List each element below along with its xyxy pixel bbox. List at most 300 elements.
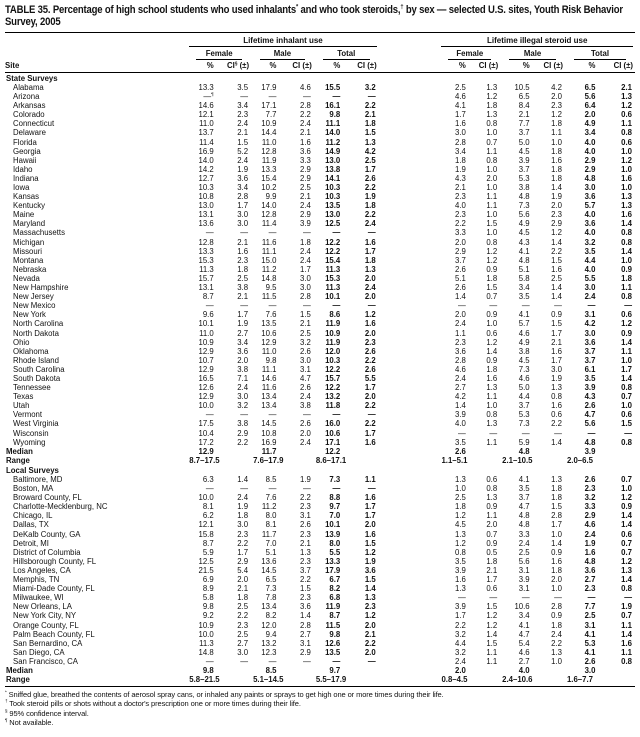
value-cell: 1.0: [486, 164, 498, 174]
value-cell: 4.5: [455, 520, 466, 530]
group-gap: [379, 566, 440, 575]
value-cell: 0.7: [486, 137, 498, 147]
value-cell: 1.5: [486, 638, 498, 648]
value-cell: 1.4: [551, 237, 562, 247]
value-cell: 3.4: [237, 337, 249, 347]
value-cell: 0.8: [455, 547, 466, 557]
value-cell: 0.9: [621, 328, 632, 338]
value-cell: 3.6: [455, 346, 466, 356]
value-cell: 14.0: [261, 201, 277, 211]
site-cell: Ohio: [13, 337, 30, 347]
value-cell: 1.3: [621, 201, 632, 211]
value-cell: 3.6: [300, 602, 311, 612]
value-cell: 6.8: [329, 593, 341, 603]
value-cell: 2.7: [237, 328, 249, 338]
group-gap: [379, 447, 440, 456]
value-cell: 4.6: [455, 92, 466, 102]
value-cell: 10.5: [514, 82, 530, 92]
empty-cell: [221, 666, 251, 675]
value-cell: 1.4: [621, 575, 632, 585]
table-row: [5, 274, 635, 283]
value-cell: —: [240, 301, 249, 311]
value-cell: 1.3: [486, 419, 498, 429]
value-cell: 2.4: [455, 656, 466, 666]
median-value: 9.7: [329, 665, 341, 675]
value-cell: 2.6: [584, 401, 596, 411]
value-cell: 0.7: [621, 611, 632, 621]
value-cell: 8.8: [329, 493, 341, 503]
value-cell: 2.3: [300, 502, 311, 512]
value-cell: 12.1: [198, 520, 214, 530]
value-cell: 2.2: [364, 419, 376, 429]
value-cell: 1.5: [551, 255, 562, 265]
group-gap: [379, 438, 440, 447]
value-cell: 5.3: [518, 410, 530, 420]
site-cell: Florida: [13, 137, 37, 147]
group-gap: [379, 456, 440, 465]
table-row: [5, 201, 635, 210]
value-cell: 2.3: [300, 529, 311, 539]
empty-cell: [221, 447, 251, 456]
value-cell: 3.2: [300, 337, 311, 347]
value-cell: 3.2: [455, 647, 466, 657]
group-gap: [379, 238, 440, 247]
female-label: Female: [196, 49, 242, 60]
value-cell: —: [367, 410, 376, 420]
table-row: [5, 147, 635, 156]
group-gap: [379, 392, 440, 401]
table-row: [5, 256, 635, 265]
value-cell: 2.3: [455, 337, 466, 347]
group-gap: [379, 575, 440, 584]
value-cell: 1.4: [300, 611, 311, 621]
value-cell: 4.8: [518, 520, 530, 530]
value-cell: 1.9: [237, 502, 249, 512]
value-cell: 13.8: [325, 164, 341, 174]
group-gap: [379, 32, 440, 47]
site-cell: Boston, MA: [13, 484, 54, 494]
value-cell: 8.4: [518, 101, 530, 111]
value-cell: 1.3: [621, 565, 632, 575]
value-cell: 3.1: [300, 364, 311, 374]
value-cell: 2.0: [300, 428, 311, 438]
value-cell: 12.2: [325, 246, 341, 256]
value-cell: 11.1: [325, 119, 341, 129]
value-cell: 9.7: [329, 502, 341, 512]
value-cell: 15.4: [261, 173, 277, 183]
table-row: [5, 83, 635, 92]
value-cell: 1.9: [237, 164, 249, 174]
value-cell: 4.8: [584, 173, 596, 183]
value-cell: 3.9: [584, 383, 596, 393]
value-cell: 1.8: [364, 255, 376, 265]
range-value: 2.1–10.5: [502, 455, 533, 465]
value-cell: 3.1: [584, 310, 596, 320]
value-cell: 8.5: [265, 475, 277, 484]
value-cell: 1.2: [621, 556, 632, 566]
range-value: 8.7–17.5: [189, 455, 220, 465]
value-cell: 4.2: [364, 146, 376, 156]
value-cell: 13.0: [325, 210, 341, 220]
value-cell: 2.0: [364, 392, 376, 402]
value-cell: 2.5: [237, 602, 249, 612]
value-cell: —: [367, 92, 376, 102]
value-cell: 2.0: [364, 328, 376, 338]
group-gap: [379, 256, 440, 265]
value-cell: 10.9: [325, 328, 341, 338]
value-cell: 1.8: [551, 146, 562, 156]
site-cell: Georgia: [13, 146, 41, 156]
value-cell: 4.4: [518, 392, 530, 402]
footnote: † Took steroid pills or shots without a doctor's prescription one or more times during their life.: [5, 698, 301, 709]
range-value: 0.8–4.5: [439, 675, 500, 687]
value-cell: 2.3: [455, 192, 466, 202]
value-cell: —: [587, 593, 596, 603]
site-cell: Delaware: [13, 128, 46, 138]
value-cell: 4.4: [455, 638, 466, 648]
value-cell: 4.7: [300, 373, 311, 383]
value-cell: 1.8: [551, 620, 562, 630]
value-cell: 4.5: [518, 228, 530, 238]
value-cell: —: [303, 656, 311, 666]
steroid-female-header: [439, 47, 500, 60]
value-cell: 7.6: [265, 493, 277, 503]
site-cell: Broward County, FL: [13, 493, 82, 503]
site-cell: New York City, NY: [13, 611, 77, 621]
value-cell: 2.2: [364, 355, 376, 365]
value-cell: 7.3: [329, 475, 341, 484]
value-cell: 4.7: [518, 502, 530, 512]
value-cell: 1.4: [621, 246, 632, 256]
value-cell: 1.1: [486, 656, 498, 666]
value-cell: 1.6: [584, 547, 596, 557]
site-cell: South Carolina: [13, 364, 65, 374]
value-cell: 5.1: [518, 264, 530, 274]
value-cell: 2.5: [455, 82, 466, 92]
value-cell: 13.4: [261, 392, 277, 402]
site-cell: Colorado: [13, 110, 45, 120]
value-cell: —: [332, 656, 341, 666]
value-cell: —: [303, 228, 311, 238]
range-value: 1.6–7.7: [565, 675, 635, 687]
value-cell: 8.9: [202, 584, 214, 594]
value-cell: 11.5: [325, 620, 341, 630]
table-header: [5, 32, 635, 72]
value-cell: 1.3: [551, 475, 562, 484]
value-cell: —: [268, 228, 277, 238]
value-cell: 1.6: [364, 237, 376, 247]
value-cell: 1.9: [551, 192, 562, 202]
value-cell: 2.7: [455, 383, 466, 393]
value-cell: 1.2: [621, 319, 632, 329]
value-cell: 2.9: [551, 219, 562, 229]
value-cell: 2.6: [584, 475, 596, 484]
ci-column-header: CI (±): [347, 60, 378, 73]
inhalant-female-header: [187, 47, 251, 60]
group-gap: [379, 283, 440, 292]
table-row: [5, 329, 635, 338]
value-cell: 1.5: [486, 602, 498, 612]
value-cell: 3.9: [300, 219, 311, 229]
group-gap: [379, 666, 440, 675]
value-cell: 3.7: [518, 128, 530, 138]
table-row: [5, 319, 635, 328]
value-cell: 5.6: [518, 210, 530, 220]
value-cell: 4.8: [518, 192, 530, 202]
value-cell: 2.6: [364, 173, 376, 183]
value-cell: 2.9: [584, 164, 596, 174]
value-cell: 10.1: [325, 520, 341, 530]
range-label: Range: [6, 455, 30, 465]
value-cell: 1.1: [486, 146, 498, 156]
total-label: Total: [574, 49, 626, 60]
value-cell: 2.9: [455, 246, 466, 256]
site-cell: West Virginia: [13, 419, 59, 429]
value-cell: 1.5: [551, 319, 562, 329]
value-cell: 9.2: [202, 611, 214, 621]
site-cell: Texas: [13, 392, 34, 402]
table-row: [5, 584, 635, 593]
value-cell: 1.6: [300, 137, 311, 147]
value-cell: 1.6: [486, 373, 498, 383]
value-cell: 3.0: [237, 392, 249, 402]
value-cell: 2.3: [551, 101, 562, 111]
value-cell: 0.7: [486, 292, 498, 302]
value-cell: 4.9: [584, 119, 596, 129]
value-cell: 2.8: [551, 511, 562, 521]
value-cell: 1.0: [621, 255, 632, 265]
table-row: [5, 621, 635, 630]
value-cell: 8.1: [202, 502, 214, 512]
value-cell: 15.4: [325, 255, 341, 265]
table-row: [5, 475, 635, 484]
value-cell: 16.1: [325, 101, 341, 111]
site-cell: San Bernardino, CA: [13, 638, 83, 648]
table-row: [5, 383, 635, 392]
value-cell: 1.8: [364, 201, 376, 211]
value-cell: 11.8: [325, 401, 341, 411]
value-cell: 1.5: [300, 584, 311, 594]
value-cell: 6.5: [518, 92, 530, 102]
value-cell: 1.3: [621, 92, 632, 102]
value-cell: 2.6: [300, 419, 311, 429]
group-gap: [379, 128, 440, 137]
value-cell: 1.1: [486, 437, 498, 447]
value-cell: 14.8: [261, 273, 277, 283]
site-cell: San Diego, CA: [13, 647, 65, 657]
value-cell: 16.9: [198, 146, 214, 156]
table-row: [5, 128, 635, 137]
value-cell: 2.3: [551, 210, 562, 220]
empty-cell: [537, 447, 565, 456]
value-cell: 4.0: [584, 228, 596, 238]
value-cell: 2.3: [237, 620, 249, 630]
site-cell: North Dakota: [13, 328, 59, 338]
value-cell: 1.5: [237, 137, 249, 147]
value-cell: 13.6: [198, 219, 214, 229]
table-row: [5, 429, 635, 438]
value-cell: 7.7: [265, 110, 277, 120]
value-cell: 12.0: [261, 620, 277, 630]
value-cell: 12.5: [325, 219, 341, 229]
value-cell: 13.4: [261, 401, 277, 411]
value-cell: 11.9: [325, 319, 341, 329]
value-cell: 1.5: [364, 538, 376, 548]
group-gap: [379, 548, 440, 557]
group-gap: [379, 410, 440, 419]
group-gap: [379, 365, 440, 374]
value-cell: 3.7: [455, 255, 466, 265]
value-cell: 1.4: [621, 520, 632, 530]
value-cell: 3.0: [237, 520, 249, 530]
value-cell: 2.5: [300, 183, 311, 192]
value-cell: 0.6: [621, 410, 632, 420]
group-gap: [379, 493, 440, 502]
value-cell: 4.1: [584, 647, 596, 657]
site-cell: Dallas, TX: [13, 520, 49, 530]
value-cell: 17.9: [325, 565, 341, 575]
value-cell: 0.6: [621, 137, 632, 147]
value-cell: —: [332, 410, 341, 420]
value-cell: 1.0: [486, 183, 498, 192]
value-cell: 14.5: [261, 565, 277, 575]
value-cell: 3.4: [237, 183, 249, 192]
value-cell: 6.7: [329, 575, 341, 585]
value-cell: 8.6: [329, 310, 341, 320]
value-cell: 0.7: [621, 392, 632, 402]
table-row: [5, 602, 635, 611]
value-cell: 2.0: [455, 237, 466, 247]
value-cell: 1.3: [364, 264, 376, 274]
value-cell: 2.4: [584, 529, 596, 539]
value-cell: —: [205, 301, 214, 311]
value-cell: —: [332, 92, 341, 102]
value-cell: 4.0: [584, 137, 596, 147]
group-gap: [379, 539, 440, 548]
value-cell: 3.7: [518, 493, 530, 503]
value-cell: 1.0: [486, 128, 498, 138]
value-cell: 3.7: [584, 355, 596, 365]
median-row: [5, 666, 635, 675]
range-label: Range: [5, 675, 187, 687]
site-cell: Montana: [13, 255, 44, 265]
value-cell: 3.6: [364, 565, 376, 575]
value-cell: 1.2: [621, 101, 632, 111]
value-cell: 0.9: [551, 547, 562, 557]
group-gap: [379, 192, 440, 201]
value-cell: 1.0: [486, 319, 498, 329]
value-cell: 11.7: [261, 529, 277, 539]
value-cell: 1.5: [300, 310, 311, 320]
value-cell: 1.0: [621, 183, 632, 192]
value-cell: 4.9: [518, 337, 530, 347]
value-cell: 10.0: [198, 493, 214, 503]
value-cell: 17.5: [198, 419, 214, 429]
value-cell: 1.3: [364, 593, 376, 603]
value-cell: —: [240, 228, 249, 238]
table-row: [5, 101, 635, 110]
site-cell: Orange County, FL: [13, 620, 79, 630]
site-cell: DeKalb County, GA: [13, 529, 81, 539]
value-cell: 3.2: [364, 82, 376, 92]
value-cell: 11.0: [199, 328, 214, 338]
value-cell: 3.0: [300, 355, 311, 365]
value-cell: 2.8: [300, 620, 311, 630]
value-cell: 12.0: [325, 346, 341, 356]
pct-column-header: %: [565, 60, 602, 73]
value-cell: 3.3: [300, 155, 311, 165]
value-cell: —: [205, 484, 214, 494]
value-cell: 6.5: [265, 575, 277, 585]
value-cell: 2.1: [621, 82, 632, 92]
value-cell: 0.8: [621, 292, 632, 302]
value-cell: 0.8: [486, 410, 498, 420]
site-cell: Wyoming: [13, 437, 46, 447]
footnote: * Sniffed glue, breathed the contents of aerosol spray cans, or inhaled any paints or sprays to get high one or more times during their life.: [5, 689, 444, 700]
value-cell: 4.8: [518, 255, 530, 265]
value-cell: 13.3: [325, 556, 341, 566]
median-value: 2.0: [455, 665, 466, 675]
value-cell: 10.8: [198, 192, 214, 202]
value-cell: 4.6: [518, 373, 530, 383]
value-cell: 2.5: [237, 273, 249, 283]
table-row: [5, 419, 635, 428]
table-row: [5, 156, 635, 165]
value-cell: 2.8: [455, 137, 466, 147]
value-cell: 2.2: [237, 538, 249, 548]
value-cell: 1.7: [551, 520, 562, 530]
steroid-group-label: Lifetime illegal steroid use: [441, 36, 633, 47]
value-cell: 1.6: [364, 493, 376, 503]
value-cell: 3.7: [300, 565, 311, 575]
median-value: 9.8: [202, 665, 214, 675]
value-cell: 5.6: [518, 556, 530, 566]
section-header-row: [5, 465, 635, 475]
value-cell: 9.6: [202, 310, 214, 320]
value-cell: 1.5: [364, 128, 376, 138]
value-cell: 1.7: [364, 246, 376, 256]
range-value: 5.5–17.9: [314, 675, 379, 687]
value-cell: 2.1: [237, 584, 249, 594]
value-cell: 4.5: [518, 355, 530, 365]
value-cell: 3.3: [455, 228, 466, 238]
value-cell: 2.7: [300, 629, 311, 639]
value-cell: —: [268, 92, 277, 102]
value-cell: —: [367, 228, 376, 238]
value-cell: —: [240, 92, 249, 102]
value-cell: 4.6: [584, 520, 596, 530]
value-cell: 12.6: [325, 638, 341, 648]
value-cell: 0.6: [486, 584, 498, 594]
site-cell: New Mexico: [13, 301, 56, 311]
value-cell: 2.5: [300, 328, 311, 338]
value-cell: 9.4: [265, 629, 277, 639]
table-row: [5, 301, 635, 310]
value-cell: 2.3: [455, 210, 466, 220]
value-cell: —: [521, 301, 530, 311]
value-cell: 1.4: [364, 584, 376, 594]
value-cell: 1.6: [621, 638, 632, 648]
male-label: Male: [260, 49, 305, 60]
value-cell: 11.0: [261, 346, 277, 356]
value-cell: 0.9: [551, 611, 562, 621]
value-cell: 4.3: [518, 237, 530, 247]
site-cell: Rhode Island: [13, 355, 59, 365]
value-cell: 1.2: [364, 547, 376, 557]
value-cell: 1.6: [364, 529, 376, 539]
value-cell: 3.8: [237, 364, 249, 374]
table-body: [5, 72, 635, 686]
